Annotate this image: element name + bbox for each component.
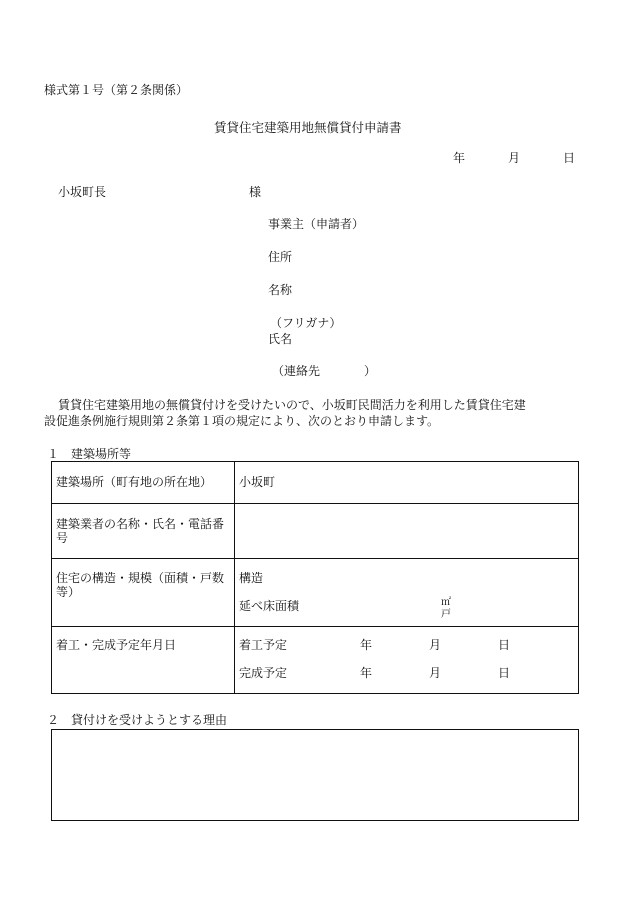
business-owner-label: 事業主（申請者）: [268, 217, 365, 231]
row-value-building-site[interactable]: 小坂町: [239, 475, 276, 489]
row-label-floor-area: 延べ床面積: [239, 599, 300, 613]
person-name-label: 氏名: [268, 332, 293, 346]
completion-day: 日: [498, 666, 511, 680]
table-row-divider: [52, 558, 578, 559]
contact-open-label: （連絡先: [272, 364, 321, 378]
table-column-divider: [234, 462, 235, 693]
section2-heading: ２ 貸付けを受けようとする理由: [47, 713, 228, 727]
row-label-structure-scale: 住宅の構造・規模（面積・戸数等）: [56, 571, 225, 599]
row-value-contractor[interactable]: [239, 517, 569, 531]
start-label: 着工予定: [239, 638, 288, 652]
date-day: 日: [563, 151, 576, 165]
company-name-label: 名称: [268, 283, 293, 297]
row-label-building-site: 建築場所（町有地の所在地）: [56, 475, 213, 489]
body-text-line1: 賃貸住宅建築用地の無償貸付けを受けたいので、小坂町民間活力を利用した賃貸住宅建: [58, 398, 526, 412]
row-label-schedule: 着工・完成予定年月日: [56, 638, 177, 652]
date-year: 年: [453, 151, 466, 165]
furigana-label: （フリガナ）: [270, 316, 342, 330]
row-label-structure: 構造: [239, 571, 264, 585]
addressee-name: 小坂町長: [58, 185, 107, 199]
completion-label: 完成予定: [239, 666, 288, 680]
reason-textbox[interactable]: [51, 729, 579, 821]
address-label: 住所: [268, 250, 293, 264]
form-number: 様式第１号（第２条関係）: [44, 83, 189, 97]
completion-month: 月: [429, 666, 442, 680]
unit-area: ㎡: [441, 597, 451, 608]
section1-heading: １ 建築場所等: [47, 447, 132, 461]
start-month: 月: [429, 638, 442, 652]
building-info-table: [51, 461, 579, 694]
document-title: 賃貸住宅建築用地無償貸付申請書: [214, 120, 402, 135]
date-month: 月: [508, 151, 521, 165]
row-label-contractor: 建築業者の名称・氏名・電話番号: [56, 517, 225, 545]
start-year: 年: [360, 638, 373, 652]
addressee-honorific: 様: [249, 185, 262, 199]
table-row-divider: [52, 503, 578, 504]
start-day: 日: [498, 638, 511, 652]
body-text-line2: 設促進条例施行規則第２条第１項の規定により、次のとおり申請します。: [44, 414, 440, 428]
contact-close-label: ）: [364, 364, 377, 378]
unit-houses: 戸: [441, 609, 451, 620]
table-row-divider: [52, 626, 578, 627]
completion-year: 年: [360, 666, 373, 680]
